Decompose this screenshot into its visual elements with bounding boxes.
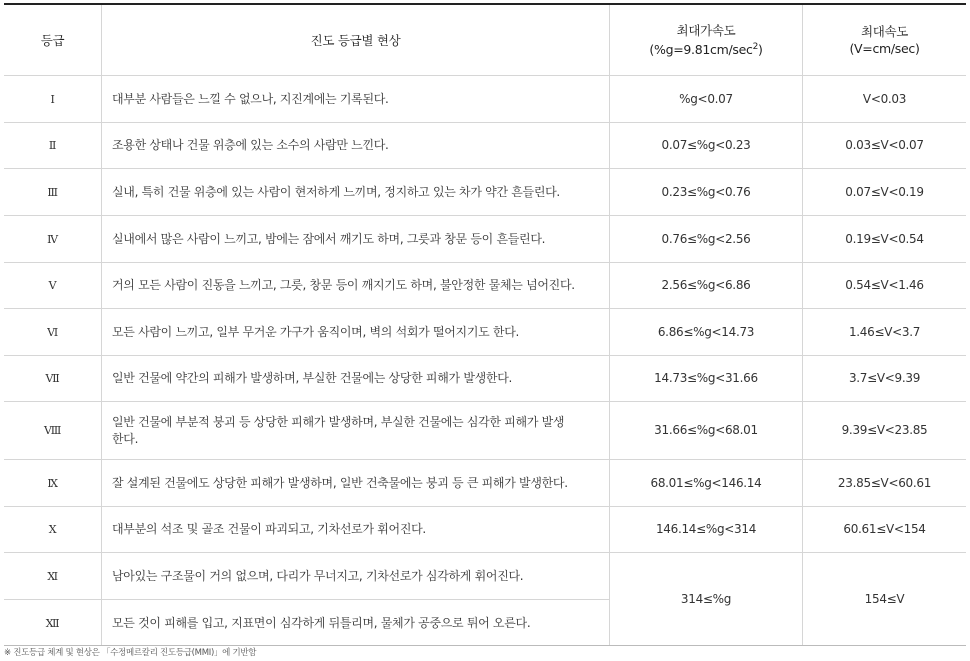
- acceleration-cell: 2.56≤%g<6.86: [609, 263, 802, 308]
- table-row: [4, 123, 966, 169]
- header-grade: 등급: [40, 32, 65, 48]
- phenomenon-cell: 대부분 사람들은 느낄 수 없으나, 지진계에는 기록된다.: [101, 76, 609, 122]
- phenomenon-cell: 모든 것이 피해를 입고, 지표면이 심각하게 뒤틀리며, 물체가 공중으로 튀어 오른다.: [101, 600, 609, 646]
- table-row: [4, 356, 966, 402]
- acceleration-cell: 14.73≤%g<31.66: [609, 356, 802, 401]
- phenomenon-cell: 거의 모든 사람이 진동을 느끼고, 그릇, 창문 등이 깨지기도 하며, 불안정한 물체는 넘어진다.: [101, 263, 609, 308]
- phenomenon-cell: 일반 건물에 약간의 피해가 발생하며, 부실한 건물에는 상당한 피해가 발생한다.: [101, 356, 609, 401]
- velocity-cell: 0.07≤V<0.19: [802, 169, 966, 215]
- table-row: [4, 507, 966, 553]
- acceleration-cell: 0.76≤%g<2.56: [609, 216, 802, 262]
- phenomenon-cell: 잘 설계된 건물에도 상당한 피해가 발생하며, 일반 건축물에는 붕괴 등 큰 피해가 발생한다.: [101, 460, 609, 506]
- grade-cell: Ⅶ: [45, 372, 60, 385]
- acceleration-cell: 6.86≤%g<14.73: [609, 309, 802, 355]
- table-row: [4, 263, 966, 309]
- footnote: ※ 진도등급 체계 및 현상은 「수정메르칼리 진도등급(MMI)」에 기반함: [4, 648, 257, 658]
- table-row: [4, 309, 966, 356]
- acceleration-cell: 0.23≤%g<0.76: [609, 169, 802, 215]
- acceleration-cell: 146.14≤%g<314: [609, 507, 802, 552]
- acceleration-cell: 68.01≤%g<146.14: [609, 460, 802, 506]
- merged-velocity-cell: 154≤V: [803, 553, 966, 645]
- acceleration-cell: 31.66≤%g<68.01: [609, 402, 802, 459]
- grade-cell: Ⅴ: [48, 279, 57, 292]
- velocity-cell: 3.7≤V<9.39: [802, 356, 966, 401]
- phenomenon-cell: 실내에서 많은 사람이 느끼고, 밤에는 잠에서 깨기도 하며, 그릇과 창문 등이 흔들린다.: [101, 216, 609, 262]
- velocity-cell: 23.85≤V<60.61: [802, 460, 966, 506]
- header-max-velocity: [802, 5, 966, 75]
- grade-cell: Ⅱ: [48, 139, 57, 152]
- grade-cell: Ⅸ: [47, 476, 58, 490]
- velocity-cell: V<0.03: [802, 76, 966, 122]
- header-vel-unit: (V=cm/sec): [849, 41, 920, 56]
- phenomenon-cell: 모든 사람이 느끼고, 일부 무거운 가구가 움직이며, 벽의 석회가 떨어지기도 한다.: [101, 309, 609, 355]
- grade-cell: Ⅰ: [50, 92, 55, 106]
- acceleration-cell: %g<0.07: [609, 76, 802, 122]
- acceleration-cell: 0.07≤%g<0.23: [609, 123, 802, 168]
- grade-cell: Ⅳ: [47, 232, 58, 246]
- header-max-acceleration: [609, 5, 802, 75]
- table-row: [4, 460, 966, 507]
- velocity-cell: 9.39≤V<23.85: [802, 402, 966, 459]
- grade-cell: Ⅺ: [47, 569, 58, 583]
- header-vel-title: 최대속도: [860, 24, 909, 39]
- merged-acceleration-cell: 314≤%g: [610, 553, 802, 645]
- grade-cell: Ⅷ: [43, 424, 62, 437]
- grade-cell: Ⅵ: [47, 325, 58, 339]
- table-header-row: [4, 5, 966, 76]
- velocity-cell: 0.19≤V<0.54: [802, 216, 966, 262]
- grade-cell: Ⅲ: [47, 185, 58, 199]
- velocity-cell: 60.61≤V<154: [802, 507, 966, 552]
- velocity-cell: 1.46≤V<3.7: [802, 309, 966, 355]
- velocity-cell: 0.54≤V<1.46: [802, 263, 966, 308]
- phenomenon-cell: 조용한 상태나 건물 위층에 있는 소수의 사람만 느낀다.: [101, 123, 609, 168]
- table-row: [4, 402, 966, 460]
- phenomenon-cell: 대부분의 석조 및 골조 건물이 파괴되고, 기차선로가 휘어진다.: [101, 507, 609, 552]
- table-row: [4, 169, 966, 216]
- phenomenon-cell: 일반 건물에 부분적 붕괴 등 상당한 피해가 발생하며, 부실한 건물에는 심각한 피해가 발생한다.: [101, 402, 609, 459]
- header-phenomenon: 진도 등급별 현상: [101, 5, 609, 75]
- phenomenon-cell: 남아있는 구조물이 거의 없으며, 다리가 무너지고, 기차선로가 심각하게 휘어진다.: [101, 553, 609, 599]
- table-row: [4, 216, 966, 263]
- header-accel-unit: $(\%g=9.81cm/\sec^2)$: [649, 41, 763, 58]
- grade-cell: Ⅹ: [48, 523, 57, 536]
- phenomenon-cell: 실내, 특히 건물 위층에 있는 사람이 현저하게 느끼며, 정지하고 있는 차가 약간 흔들린다.: [101, 169, 609, 215]
- table-row: [4, 76, 966, 123]
- grade-cell: Ⅻ: [45, 616, 60, 630]
- header-accel-title: 최대가속도: [676, 22, 736, 38]
- velocity-cell: 0.03≤V<0.07: [802, 123, 966, 168]
